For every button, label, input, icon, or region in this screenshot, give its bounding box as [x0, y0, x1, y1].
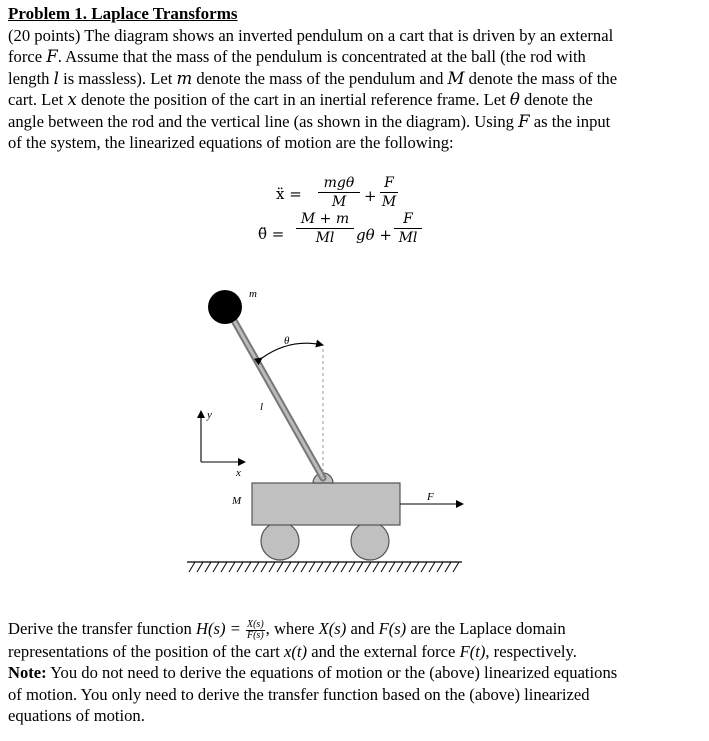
- eq2-frac1-num: M + m: [300, 211, 350, 227]
- question-line-1: Derive the transfer function H(s) = $\frac{X(s)}{F(s)}$ , where X(s) and F(s) are the Laplace domain: [8, 618, 566, 641]
- label-F: F: [427, 491, 434, 503]
- eq1-frac2-num: F: [384, 175, 394, 191]
- note-line-2: of motion. You only need to derive the transfer function based on the (above) linearized: [8, 684, 590, 704]
- note-line-1: Note: You do not need to derive the equations of motion or the (above) linearized equations: [8, 663, 618, 683]
- eq2-lhs: θ̈ =: [258, 225, 285, 243]
- note-label: Note:: [8, 663, 47, 683]
- intro-line-5: angle between the rod and the vertical line (as shown in the diagram). Using F as the input: [8, 111, 611, 131]
- eq1-lhs: ẍ =: [276, 185, 302, 203]
- intro-line-2: force F. Assume that the mass of the pendulum is concentrated at the ball (the rod with: [8, 47, 586, 67]
- theta-arc: [262, 343, 323, 358]
- question-text: [8, 618, 708, 726]
- eq2-mid: gθ +: [356, 226, 392, 244]
- eq1-op: +: [364, 187, 377, 205]
- eq2-frac2-num: F: [403, 211, 413, 227]
- problem-intro: [8, 25, 708, 153]
- eq2-frac1: [296, 211, 354, 246]
- eq1-frac2-den: M: [381, 194, 397, 210]
- note-line-3: equations of motion.: [8, 705, 145, 725]
- eq2-frac1-den: Ml: [315, 230, 335, 246]
- transfer-function-fraction: $\frac{X(s)}{F(s)}$: [246, 618, 264, 641]
- eq2-frac2: [394, 211, 422, 246]
- eq1-frac2: [380, 175, 398, 210]
- label-x: x: [236, 467, 241, 479]
- label-l: l: [260, 401, 264, 413]
- eq2-frac2-den: Ml: [398, 230, 418, 246]
- intro-line-3: length l is massless). Let m denote the mass of the pendulum and M denote the mass of the: [8, 68, 618, 88]
- label-m: m: [249, 288, 257, 300]
- pendulum-cart-diagram: [0, 270, 709, 590]
- intro-line-1: (20 points) The diagram shows an inverted pendulum on a cart that is driven by an external: [8, 26, 614, 45]
- eq1-frac1: [318, 175, 360, 210]
- pendulum-ball: [208, 290, 242, 324]
- ground-hatch: [189, 562, 459, 572]
- intro-line-4: cart. Let x denote the position of the cart in an inertial reference frame. Let θ denote the: [8, 90, 593, 110]
- label-y: y: [207, 409, 212, 421]
- label-theta: θ: [284, 335, 290, 347]
- problem-title: Problem 1. Laplace Transforms: [8, 4, 238, 23]
- cart-wheel-right: [351, 522, 389, 560]
- eq1-frac1-num: mgθ: [323, 175, 355, 191]
- question-line-2: representations of the position of the cart x(t) and the external force F(t), respectively.: [8, 641, 577, 661]
- cart-wheel-left: [261, 522, 299, 560]
- eq1-frac1-den: M: [331, 194, 347, 210]
- label-M: M: [232, 495, 242, 507]
- intro-line-6: of the system, the linearized equations of motion are the following:: [8, 133, 454, 153]
- cart-body: [252, 483, 400, 525]
